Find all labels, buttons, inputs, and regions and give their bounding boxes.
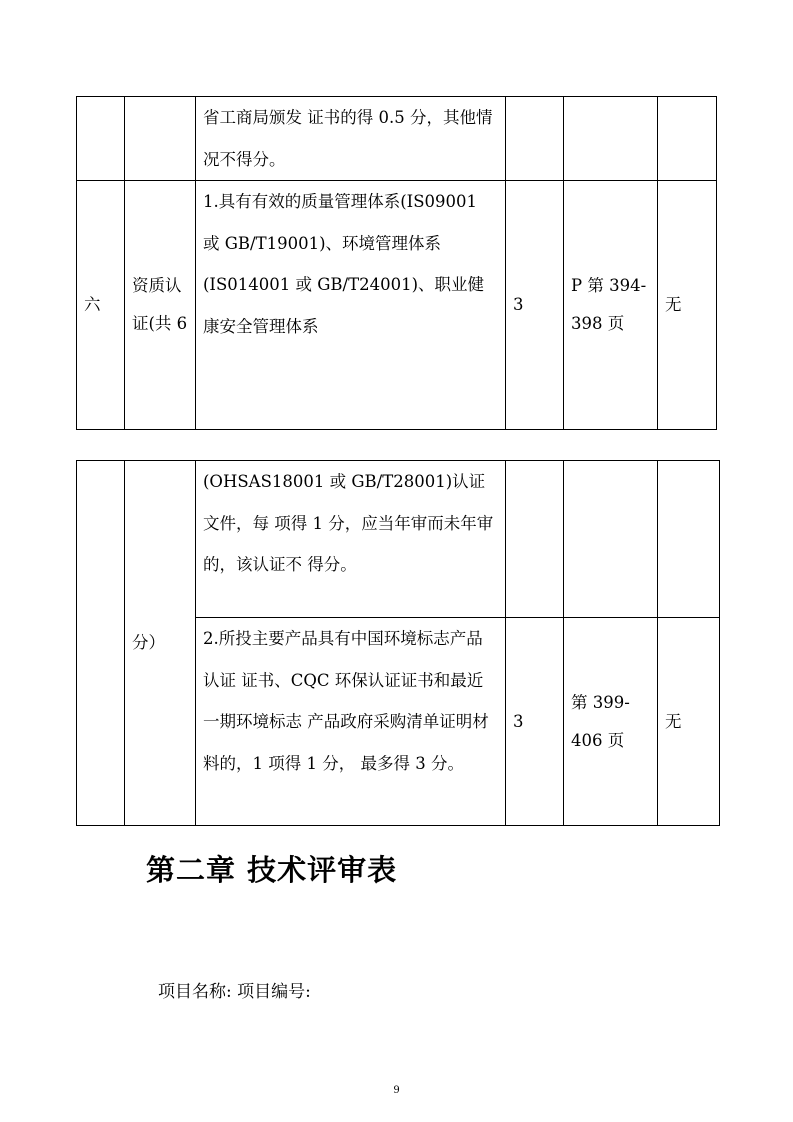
page-ref-cell: P 第 394-398 页 xyxy=(564,181,658,430)
deviation-cell: 无 xyxy=(658,181,717,430)
cell-deviation xyxy=(658,461,720,618)
cell-page-ref xyxy=(564,461,658,618)
page-ref-cell: 第 399-406 页 xyxy=(564,618,658,826)
table-row xyxy=(77,181,717,430)
scoring-table-top xyxy=(76,96,717,430)
chapter-heading: 第二章 技术评审表 xyxy=(146,853,398,887)
scoring-table-bottom xyxy=(76,460,720,826)
criteria-cell: 省工商局颁发 证书的得 0.5 分，其他情况不得分。 xyxy=(196,97,506,181)
category-label: 资质认证(共 6 xyxy=(125,181,196,430)
table-row xyxy=(77,461,720,618)
project-info-line: 项目名称: 项目编号: xyxy=(158,982,311,1002)
criteria-cell: 2.所投主要产品具有中国环境标志产品认证 证书、CQC 环保认证证书和最近一期环境标志 产品政府采购清单证明材料的，1 项得 1 分， 最多得 3 分。 xyxy=(196,618,506,826)
category-label: 分） xyxy=(125,461,196,826)
item-number: 六 xyxy=(77,181,125,430)
criteria-cell: (OHSAS18001 或 GB/T28001)认证文件，每 项得 1 分，应当年审而未年审的，该认证不 得分。 xyxy=(196,461,506,618)
deviation-cell: 无 xyxy=(658,618,720,826)
score-cell: 3 xyxy=(506,618,564,826)
cell-score xyxy=(506,97,564,181)
page-number: 9 xyxy=(393,1085,400,1096)
cell-deviation xyxy=(658,97,717,181)
cell-no xyxy=(77,461,125,826)
cell-no xyxy=(77,97,125,181)
score-cell: 3 xyxy=(506,181,564,430)
table-row xyxy=(77,97,717,181)
cell-score xyxy=(506,461,564,618)
cell-page-ref xyxy=(564,97,658,181)
cell-category xyxy=(125,97,196,181)
criteria-cell: 1.具有有效的质量管理体系(IS09001 或 GB/T19001)、环境管理体系 (IS014001 或 GB/T24001)、职业健康安全管理体系 xyxy=(196,181,506,430)
